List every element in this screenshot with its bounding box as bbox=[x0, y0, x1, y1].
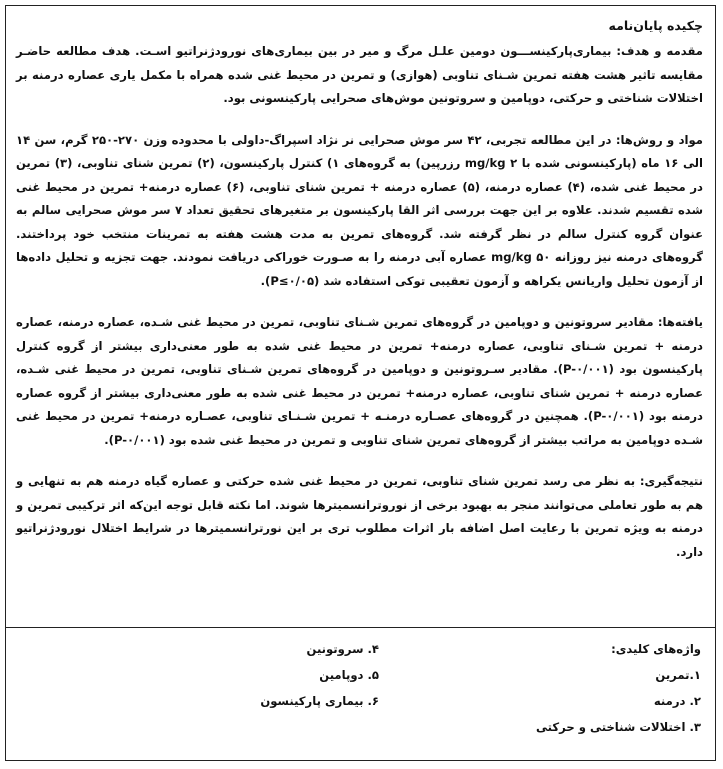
keyword-item: ۱.تمرین bbox=[655, 668, 701, 682]
abstract-frame bbox=[5, 5, 716, 761]
keywords-column-left bbox=[79, 636, 379, 714]
keywords-column-right bbox=[381, 636, 701, 740]
keywords-label: واژه‌های کلیدی: bbox=[611, 642, 701, 656]
section-results bbox=[16, 311, 703, 452]
keyword-item: ۴. سروتونین bbox=[306, 642, 379, 656]
section-text: مقادیر سروتونین و دوپامین در گروه‌های تمرین شـنای تناوبی، تمرین در محیط غنی شـده، عصاره درمنه، عصاره درمنه + تمرین شـنای تناوبی، عصاره درمنه+ تمرین در محیط غنی شده به طور معنی‌داری بیشتر از گروه کنترل پارکینسون بود (P-۰/۰۰۱). مقادیر سـروتونین و دوپامین در گروه‌های تمرین شـنای تناوبی، تمرین در محیط غنی شـده، عصاره درمنه + تمرین شنای تناوبی، عصاره درمنه+ تمرین در محیط غنی شده به طور معنی‌داری بیشتر از گروه عصاره درمنه بود (P-۰/۰۰۱). همچنین در گروه‌های عصـاره درمنـه + تمرین شـنـای تناوبی، عصـاره درمنه+ تمرین در محیط غنی شـده دوپامین به مراتب بیشتر از گروه‌های تمرین شنای تناوبی و تمرین در محیط غنی شده بود (P-۰/۰۰۱). bbox=[16, 315, 704, 447]
section-text: در این مطالعه تجربی، ۴۲ سر موش صحرایی نر نژاد اسپراگ-داولی با محدوده وزن ۲۷۰-۲۵۰ گرم، سن ۱۴ الی ۱۶ ماه (پارکینسونی شده با mg/kg ۲ رزرپین) به گروه‌های ۱) کنترل پارکینسون، (۲) تمرین شنای تناوبی، (۳) تمرین در محیط غنی شده، (۴) عصاره درمنه، (۵) عصاره درمنه + تمرین شنای تناوبی، (۶) عصاره درمنه+ تمرین در محیط غنی شده تقسیم شدند. علاوه بر این جهت بررسی اثر القا پارکینسون بر متغیرهای تحقیق تعداد ۷ سر موش صحرایی سالم به عنوان گروه کنترل سالم در نظر گرفته شد. گروه‌های تمرین به مدت هشت هفته به تمرینات منتخب خود پرداختند. گروه‌های درمنه نیز روزانه mg/kg ۵۰ عصاره آبی درمنه را به صـورت خوراکی دریافت نمودند. جهت تجزیه و تحلیل داده‌ها از آزمون تحلیل واریانس یکراهه و آزمون تعقیبی توکی استفاده شد (P≤۰/۰۵). bbox=[16, 132, 704, 288]
keyword-item: ۲. درمنه bbox=[653, 694, 701, 708]
keyword-item: ۳. اختلالات شناختی و حرکتی bbox=[535, 720, 701, 734]
keyword-item: ۵. دوپامین bbox=[319, 668, 379, 682]
keyword-item: ۶. بیماری پارکینسون bbox=[260, 694, 379, 708]
keywords-section bbox=[6, 628, 715, 760]
section-label: مواد و روش‌ها: bbox=[615, 132, 703, 147]
abstract-body bbox=[6, 6, 715, 628]
section-text: بیماری‌پارکینســـون دومین علـل مرگ و میر در بین بیماری‌های نورودژنراتیو اسـت. هدف مطالعه حاضـر مقایسه تاثیر هشت هفته تمرین شـنای تناوبی (هوازی) و تمرین در محیط غنی شده همراه با مکمل یاری عصاره درمنه بر اختلالات شناختی و حرکتی، دوپامین و سروتونین موش‌های صحرایی پارکینسونی بود. bbox=[16, 44, 703, 105]
section-label: یافته‌ها: bbox=[657, 315, 703, 329]
section-introduction bbox=[16, 40, 703, 111]
section-label: نتیجه‌گیری: bbox=[639, 474, 703, 488]
section-text: به نظر می رسد تمرین شنای تناوبی، تمرین در محیط غنی شده حرکتی و عصاره گیاه درمنه هم به تنهایی و هم به طور تعاملی می‌توانند منجر به بهبود برخی از نوروترانسمیترها شوند. اما نکته قابل توجه این‌که اثر ترکیبی تمرین و درمنه به ویژه تمرین با رعایت اصل اضافه بار اثرات مطلوب تری بر این نورترانسمیترها در شرایط اختلال نورودژنراتیو دارد. bbox=[16, 474, 703, 559]
section-methods bbox=[16, 129, 703, 294]
section-label: مقدمه و هدف: bbox=[616, 44, 703, 58]
section-conclusion bbox=[16, 470, 703, 564]
abstract-title: چکیده پایان‌نامه bbox=[608, 18, 703, 33]
